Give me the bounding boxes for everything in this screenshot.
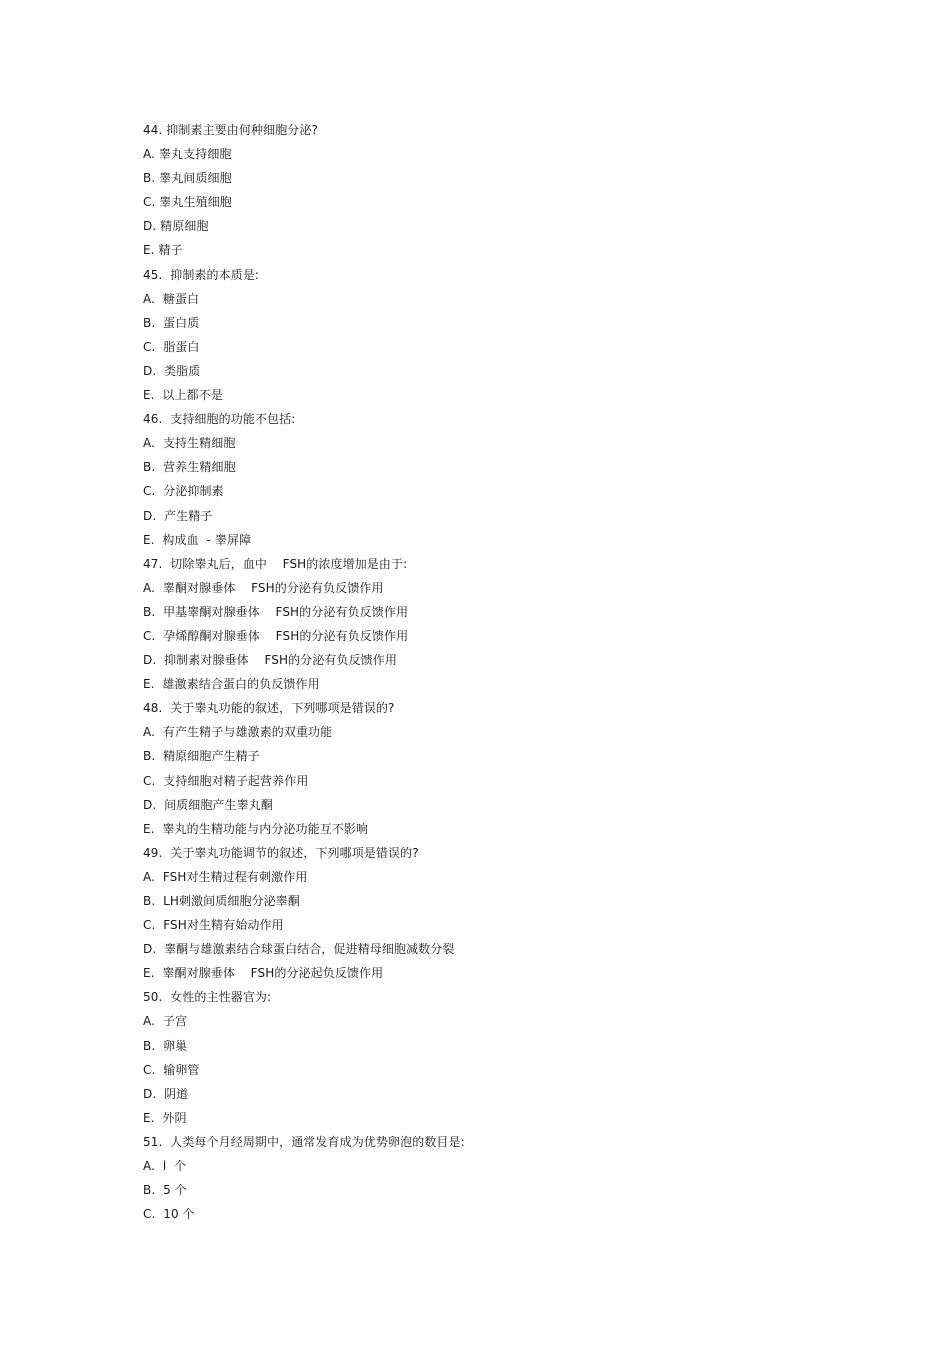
question-line: 44. 抑制素主要由何种细胞分泌? <box>143 123 318 137</box>
option-line: A. FSH对生精过程有刺激作用 <box>143 869 308 884</box>
option-line: B. LH刺激间质细胞分泌睾酮 <box>143 894 300 908</box>
option-line: B. 蛋白质 <box>143 315 200 330</box>
option-line: A. 糖蛋白 <box>143 291 200 306</box>
option-line: B. 精原细胞产生精子 <box>143 749 260 764</box>
option-line: C. 分泌抑制素 <box>143 484 224 499</box>
option-line: C. 支持细胞对精子起营养作用 <box>143 773 309 788</box>
option-line: E. 以上都不是 <box>143 388 223 403</box>
option-line: D. 间质细胞产生睾丸酮 <box>143 797 273 812</box>
option-line: D. 类脂质 <box>143 363 201 378</box>
question-line: 48. 关于睾丸功能的叙述，下列哪项是错误的? <box>143 701 395 716</box>
option-line: A. 睾丸支持细胞 <box>143 147 232 162</box>
option-line: D. 睾酮与雄激素结合球蛋白结合，促进精母细胞减数分裂 <box>143 942 455 957</box>
option-line: E. 雄激素结合蛋白的负反馈作用 <box>143 677 320 692</box>
option-line: C. 输卵管 <box>143 1062 200 1077</box>
option-line: D. 抑制素对腺垂体 FSH的分泌有负反馈作用 <box>143 653 397 668</box>
option-line: A. l 个 <box>143 1159 187 1174</box>
option-line: A. 子宫 <box>143 1014 188 1029</box>
option-line: C. 脂蛋白 <box>143 339 200 354</box>
option-line: E. 精子 <box>143 243 183 258</box>
option-line: E. 外阴 <box>143 1110 187 1125</box>
question-line: 47. 切除睾丸后，血中 FSH的浓度增加是由于: <box>143 556 408 571</box>
question-line: 45. 抑制素的本质是: <box>143 267 260 282</box>
option-line: B. 营养生精细胞 <box>143 460 236 475</box>
option-line: A. 有产生精子与雄激素的双重功能 <box>143 725 333 740</box>
option-line: E. 构成血 - 睾屏障 <box>143 532 252 547</box>
option-line: C. 孕烯醇酮对腺垂体 FSH的分泌有负反馈作用 <box>143 628 409 643</box>
option-line: E. 睾酮对腺垂体 FSH的分泌起负反馈作用 <box>143 966 384 981</box>
option-line: E. 睾丸的生精功能与内分泌功能互不影响 <box>143 821 369 836</box>
option-line: C. FSH对生精有始动作用 <box>143 918 284 933</box>
document-page <box>143 118 843 1226</box>
question-line: 50. 女性的主性器官为: <box>143 990 272 1005</box>
option-line: B. 5 个 <box>143 1183 187 1198</box>
question-line: 49. 关于睾丸功能调节的叙述，下列哪项是错误的? <box>143 845 419 860</box>
option-line: B. 卵巢 <box>143 1038 188 1053</box>
question-line: 51. 人类每个月经周期中，通常发育成为优势卵泡的数目是: <box>143 1134 465 1149</box>
option-line: D. 产生精子 <box>143 508 213 523</box>
option-line: A. 支持生精细胞 <box>143 436 236 451</box>
option-line: A. 睾酮对腺垂体 FSH的分泌有负反馈作用 <box>143 580 384 595</box>
option-line: C. 睾丸生殖细胞 <box>143 195 232 210</box>
question-line: 46. 支持细胞的功能不包括: <box>143 412 296 427</box>
option-line: D. 阴道 <box>143 1086 189 1101</box>
option-line: C. 10 个 <box>143 1207 195 1222</box>
option-line: D. 精原细胞 <box>143 219 209 234</box>
option-line: B. 睾丸间质细胞 <box>143 171 232 186</box>
option-line: B. 甲基睾酮对腺垂体 FSH的分泌有负反馈作用 <box>143 604 409 619</box>
